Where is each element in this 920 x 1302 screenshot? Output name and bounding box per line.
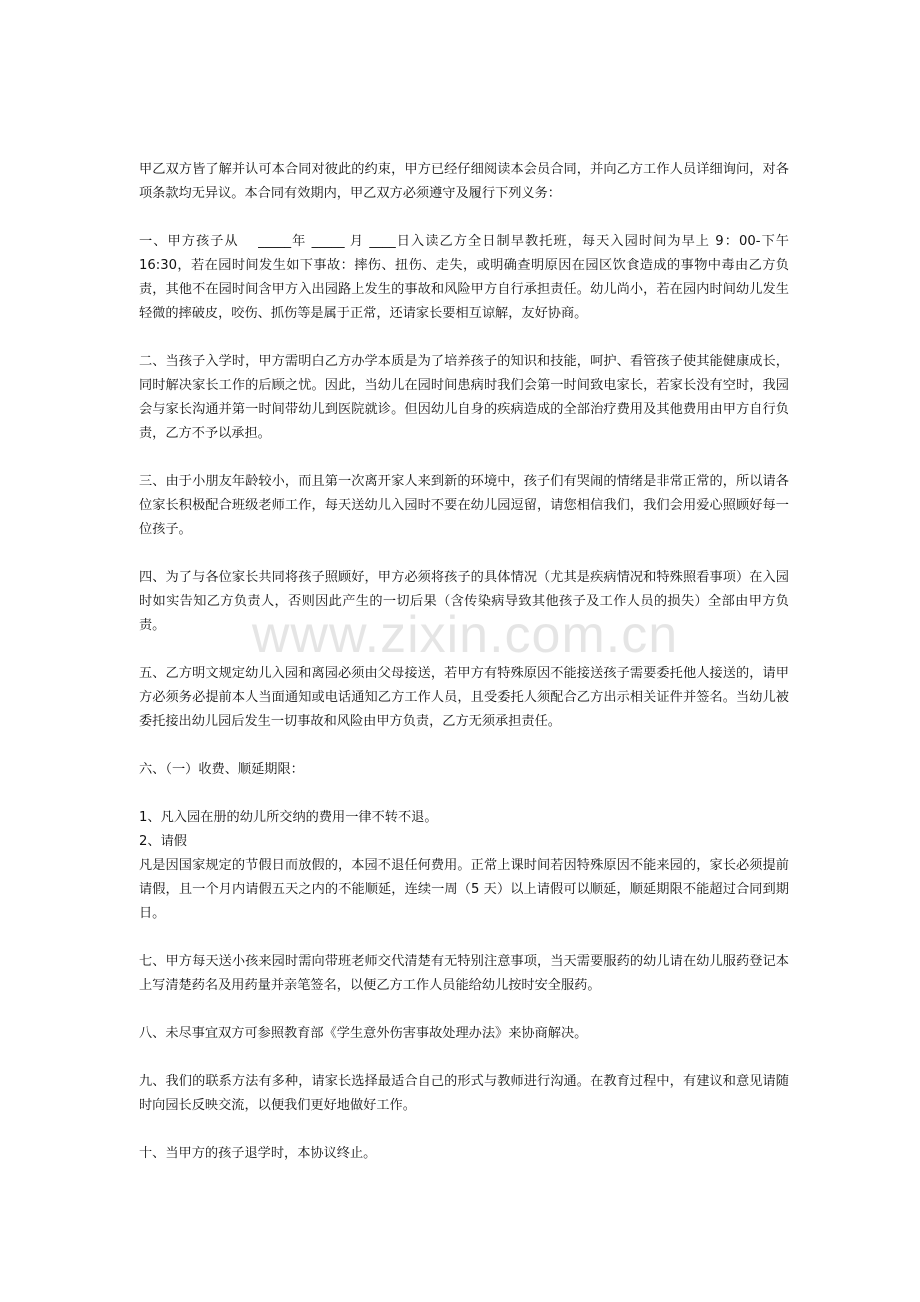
document-body — [139, 158, 789, 1190]
clause-6-leave-paragraph: 凡是因国家规定的节假日而放假的，本园不退任何费用。正常上课时间若因特殊原因不能来园的，家长必须提前请假，且一个月内请假五天之内的不能顺延，连续一周（5 天）以上请假可以顺延，顺延期限不能超过合同到期日。 — [139, 858, 789, 921]
clause-4-paragraph: 四、为了与各位家长共同将孩子照顾好，甲方必须将孩子的具体情况（尤其是疾病情况和特殊照看事项）在入园时如实告知乙方负责人，否则因此产生的一切后果（含传染病导致其他孩子及工作人员的损失）全部由甲方负责。 — [139, 570, 789, 633]
clause-10-paragraph: 十、当甲方的孩子退学时，本协议终止。 — [139, 1146, 377, 1161]
clause-6-item-2: 2、请假 — [139, 834, 187, 849]
clause-6-heading: 六、（一）收费、顺延期限： — [139, 762, 304, 777]
clause-6-item-1: 1、凡入园在册的幼儿所交纳的费用一律不转不退。 — [139, 810, 438, 825]
preamble-paragraph: 甲乙双方皆了解并认可本合同对彼此的约束，甲方已经仔细阅读本会员合同，并向乙方工作人员详细询问，对各项条款均无异议。本合同有效期内，甲乙双方必须遵守及履行下列义务： — [139, 162, 789, 201]
clause-3-paragraph: 三、由于小朋友年龄较小，而且第一次离开家人来到新的环境中，孩子们有哭闹的情绪是非常正常的，所以请各位家长积极配合班级老师工作，每天送幼儿入园时不要在幼儿园逗留，请您相信我们，我们会用爱心照顾好每一位孩子。 — [139, 474, 789, 537]
clause-5-paragraph: 五、乙方明文规定幼儿入园和离园必须由父母接送，若甲方有特殊原因不能接送孩子需要委托他人接送的，请甲方必须务必提前本人当面通知或电话通知乙方工作人员，且受委托人须配合乙方出示相关证件并签名。当幼儿被委托接出幼儿园后发生一切事故和风险由甲方负责，乙方无须承担责任。 — [139, 666, 789, 729]
clause-7-paragraph: 七、甲方每天送小孩来园时需向带班老师交代清楚有无特别注意事项，当天需要服药的幼儿请在幼儿服药登记本上写清楚药名及用药量并亲笔签名，以便乙方工作人员能给幼儿按时安全服药。 — [139, 954, 789, 993]
clause-1-paragraph: 一、甲方孩子从 _____年 _____ 月 ____日入读乙方全日制早教托班，每天入园时间为早上 9：00-下午16:30，若在园时间发生如下事故：摔伤、扭伤、走失，或明确查明原因在园区饮食造成的事物中毒由乙方负责，其他不在园时间含甲方入出园路上发生的事故和风险甲方自行承担责任。幼儿尚小，若在园内时间幼儿发生轻微的摔破皮，咬伤、抓伤等是属于正常，还请家长要相互谅解，友好协商。 — [139, 234, 789, 321]
watermark-text: www.zixin.com.cn — [251, 606, 679, 664]
clause-9-paragraph: 九、我们的联系方法有多种，请家长选择最适合自己的形式与教师进行沟通。在教育过程中，有建议和意见请随时向园长反映交流，以便我们更好地做好工作。 — [139, 1074, 789, 1113]
clause-8-paragraph: 八、未尽事宜双方可参照教育部《学生意外伤害事故处理办法》来协商解决。 — [139, 1026, 588, 1041]
clause-2-paragraph: 二、当孩子入学时，甲方需明白乙方办学本质是为了培养孩子的知识和技能，呵护、看管孩子使其能健康成长，同时解决家长工作的后顾之忧。因此，当幼儿在园时间患病时我们会第一时间致电家长，若家长没有空时，我园会与家长沟通并第一时间带幼儿到医院就诊。但因幼儿自身的疾病造成的全部治疗费用及其他费用由甲方自行负责，乙方不予以承担。 — [139, 354, 789, 441]
